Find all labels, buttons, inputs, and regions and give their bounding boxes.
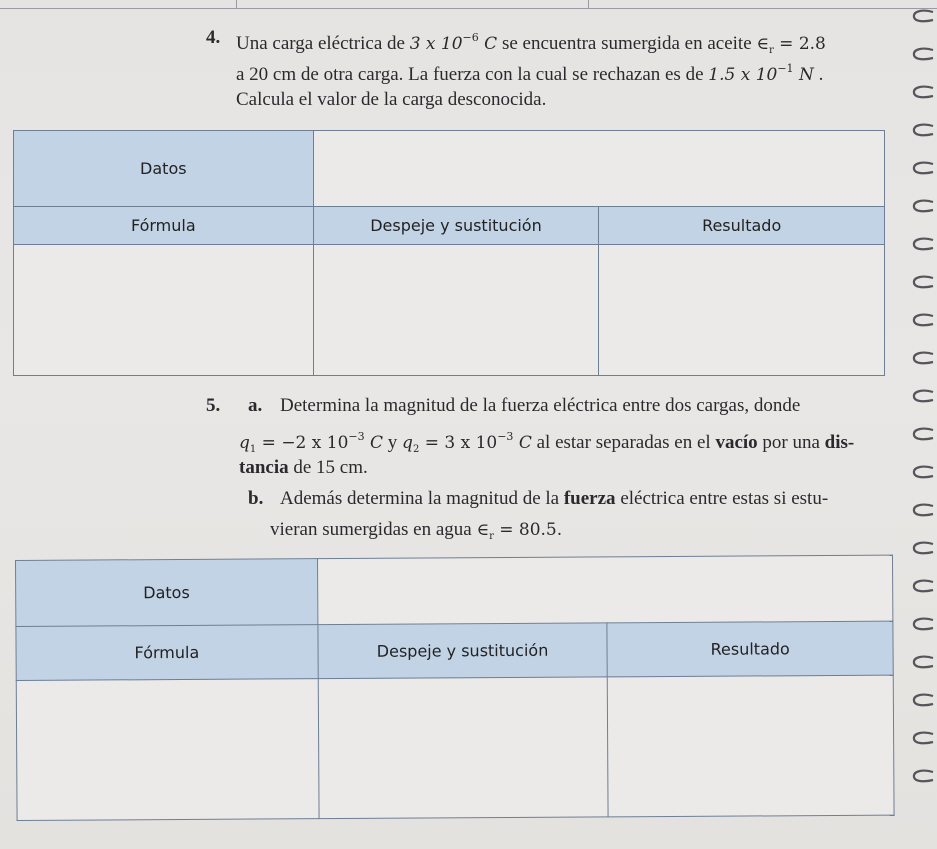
- spiral-ring-icon: [909, 84, 935, 102]
- spiral-ring-icon: [909, 388, 935, 406]
- problem-4: [0, 0, 937, 140]
- answer-table-2: [15, 555, 895, 821]
- problem-4-line-2: a 20 cm de otra carga. La fuerza con la cual se rechazan es de 1.5 x $10^{-1}$ N .: [236, 62, 824, 85]
- datos-answer-cell[interactable]: [317, 555, 893, 625]
- spiral-ring-icon: [909, 350, 935, 368]
- spiral-ring-icon: [909, 46, 935, 64]
- spiral-ring-icon: [909, 426, 935, 444]
- problem-4-line-3: Calcula el valor de la carga desconocida.: [236, 89, 547, 110]
- despeje-answer-cell[interactable]: [318, 677, 609, 819]
- answer-table-1: [13, 130, 885, 376]
- datos-header: Datos: [16, 559, 318, 627]
- problem-number: 4.: [206, 27, 221, 48]
- spiral-ring-icon: [909, 578, 935, 596]
- spiral-ring-icon: [909, 768, 935, 786]
- part-b-label: b.: [248, 488, 264, 509]
- problem-4-line-1: Una carga eléctrica de 3 x $10^{-6}$ C se encuentra sumergida en aceite $\in_r = 2.8$: [236, 31, 826, 56]
- formula-header: Fórmula: [14, 207, 314, 245]
- formula-answer-cell[interactable]: [14, 245, 314, 376]
- resultado-header: Resultado: [599, 207, 885, 245]
- spiral-ring-icon: [909, 692, 935, 710]
- spiral-ring-icon: [909, 8, 935, 26]
- problem-5a-line-1: Determina la magnitud de la fuerza eléctrica entre dos cargas, donde: [280, 395, 801, 416]
- spiral-ring-icon: [909, 312, 935, 330]
- formula-header: Fórmula: [16, 625, 318, 681]
- despeje-answer-cell[interactable]: [313, 245, 599, 376]
- spiral-ring-icon: [909, 540, 935, 558]
- spiral-ring-icon: [909, 122, 935, 140]
- spiral-ring-icon: [909, 160, 935, 178]
- datos-header: Datos: [14, 131, 314, 207]
- problem-5: [0, 390, 937, 542]
- spiral-ring-icon: [909, 730, 935, 748]
- problem-5a-line-2: $q_1 = -2$ x $10^{-3}$ C y $q_2 = 3$ x $10^{-3}$ C al estar separadas en el vacío por una dis-: [239, 430, 855, 455]
- spiral-ring-icon: [909, 464, 935, 482]
- despeje-header: Despeje y sustitución: [313, 207, 599, 245]
- problem-number: 5.: [206, 395, 221, 416]
- despeje-header: Despeje y sustitución: [318, 623, 608, 679]
- problem-5b-line-1: Además determina la magnitud de la fuerza eléctrica entre estas si estu-: [280, 488, 829, 509]
- resultado-header: Resultado: [607, 621, 893, 677]
- datos-answer-cell[interactable]: [313, 131, 884, 207]
- spiral-ring-icon: [909, 616, 935, 634]
- spiral-ring-icon: [909, 274, 935, 292]
- spiral-ring-icon: [909, 236, 935, 254]
- problem-5a-line-3: tancia de 15 cm.: [239, 457, 368, 478]
- part-a-label: a.: [248, 395, 263, 416]
- problem-5b-line-2: vieran sumergidas en agua $\in_r = 80.5$.: [270, 519, 563, 542]
- spiral-ring-icon: [909, 654, 935, 672]
- resultado-answer-cell[interactable]: [599, 245, 885, 376]
- spiral-ring-icon: [909, 198, 935, 216]
- formula-answer-cell[interactable]: [16, 679, 318, 821]
- spiral-ring-icon: [909, 502, 935, 520]
- resultado-answer-cell[interactable]: [608, 675, 895, 817]
